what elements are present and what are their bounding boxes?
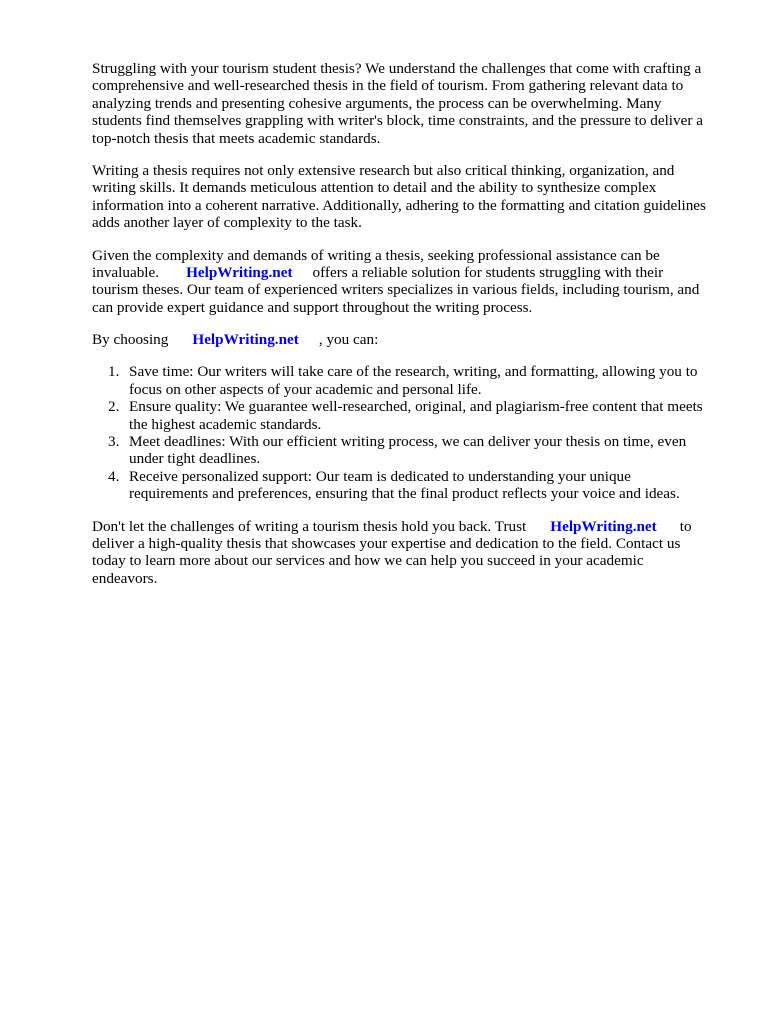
text-line: Struggling with your tourism student thesis? We understand the challenges that come with crafting a (92, 60, 702, 77)
list-item (92, 398, 722, 433)
text-line: under tight deadlines. (129, 450, 261, 468)
paragraph-closing (92, 518, 722, 588)
text-line: top-notch thesis that meets academic standards. (92, 129, 381, 147)
text-line: students find themselves grappling with writer's block, time constraints, and the pressure to deliver a (92, 112, 703, 130)
text-line (92, 264, 722, 281)
text-line: Meet deadlines: With our efficient writing process, we can deliver your thesis on time, even (129, 433, 687, 451)
text-line: focus on other aspects of your academic and personal life. (129, 380, 482, 398)
paragraph-by-choosing (92, 331, 722, 348)
helpwriting-link[interactable]: HelpWriting.net (186, 263, 293, 281)
list-item (92, 363, 722, 398)
text-fragment: By choosing (92, 331, 169, 349)
list-item (92, 433, 722, 468)
text-line (92, 331, 722, 348)
list-number: 2. (108, 398, 120, 416)
benefits-list (92, 363, 722, 502)
text-line: Given the complexity and demands of writing a thesis, seeking professional assistance can be (92, 246, 660, 264)
text-line: the highest academic standards. (129, 415, 322, 433)
text-line: writing skills. It demands meticulous attention to detail and the ability to synthesize complex (92, 179, 657, 197)
text-fragment: invaluable. (92, 263, 160, 281)
list-number: 3. (108, 433, 120, 451)
text-line: information into a coherent narrative. Additionally, adhering to the formatting and citation guidelines (92, 196, 706, 214)
text-line: tourism theses. Our team of experienced writers specializes in various fields, including tourism, and (92, 281, 700, 299)
text-line: adds another layer of complexity to the task. (92, 214, 362, 232)
text-line: today to learn more about our services and how we can help you succeed in your academic (92, 552, 644, 570)
text-line: Writing a thesis requires not only extensive research but also critical thinking, organization, and (92, 161, 675, 179)
paragraph-assistance (92, 247, 722, 317)
text-fragment: , you can: (318, 331, 379, 349)
text-line: Save time: Our writers will take care of the research, writing, and formatting, allowing you to (129, 363, 698, 381)
paragraph-intro (92, 60, 722, 147)
text-fragment: Don't let the challenges of writing a tourism thesis hold you back. Trust (92, 517, 527, 535)
list-number: 1. (108, 363, 120, 381)
helpwriting-link[interactable]: HelpWriting.net (192, 331, 299, 349)
text-fragment: offers a reliable solution for students struggling with their (312, 263, 664, 281)
document-page (92, 60, 722, 602)
text-line: endeavors. (92, 569, 158, 587)
text-line: deliver a high-quality thesis that showcases your expertise and dedication to the field. Contact us (92, 534, 681, 552)
list-number: 4. (108, 467, 120, 485)
list-item (92, 468, 722, 503)
helpwriting-link[interactable]: HelpWriting.net (550, 517, 657, 535)
text-line: can provide expert guidance and support throughout the writing process. (92, 298, 533, 316)
text-line: requirements and preferences, ensuring that the final product reflects your voice and ideas. (129, 485, 680, 503)
text-line: comprehensive and well-researched thesis in the field of tourism. From gathering relevant data to (92, 77, 684, 95)
text-line: Ensure quality: We guarantee well-researched, original, and plagiarism-free content that meets (129, 398, 703, 416)
text-line: Receive personalized support: Our team is dedicated to understanding your unique (129, 467, 631, 485)
paragraph-requirements (92, 162, 722, 232)
text-line: analyzing trends and presenting cohesive arguments, the process can be overwhelming. Many (92, 94, 662, 112)
text-fragment: to (679, 517, 692, 535)
text-line (92, 518, 722, 535)
